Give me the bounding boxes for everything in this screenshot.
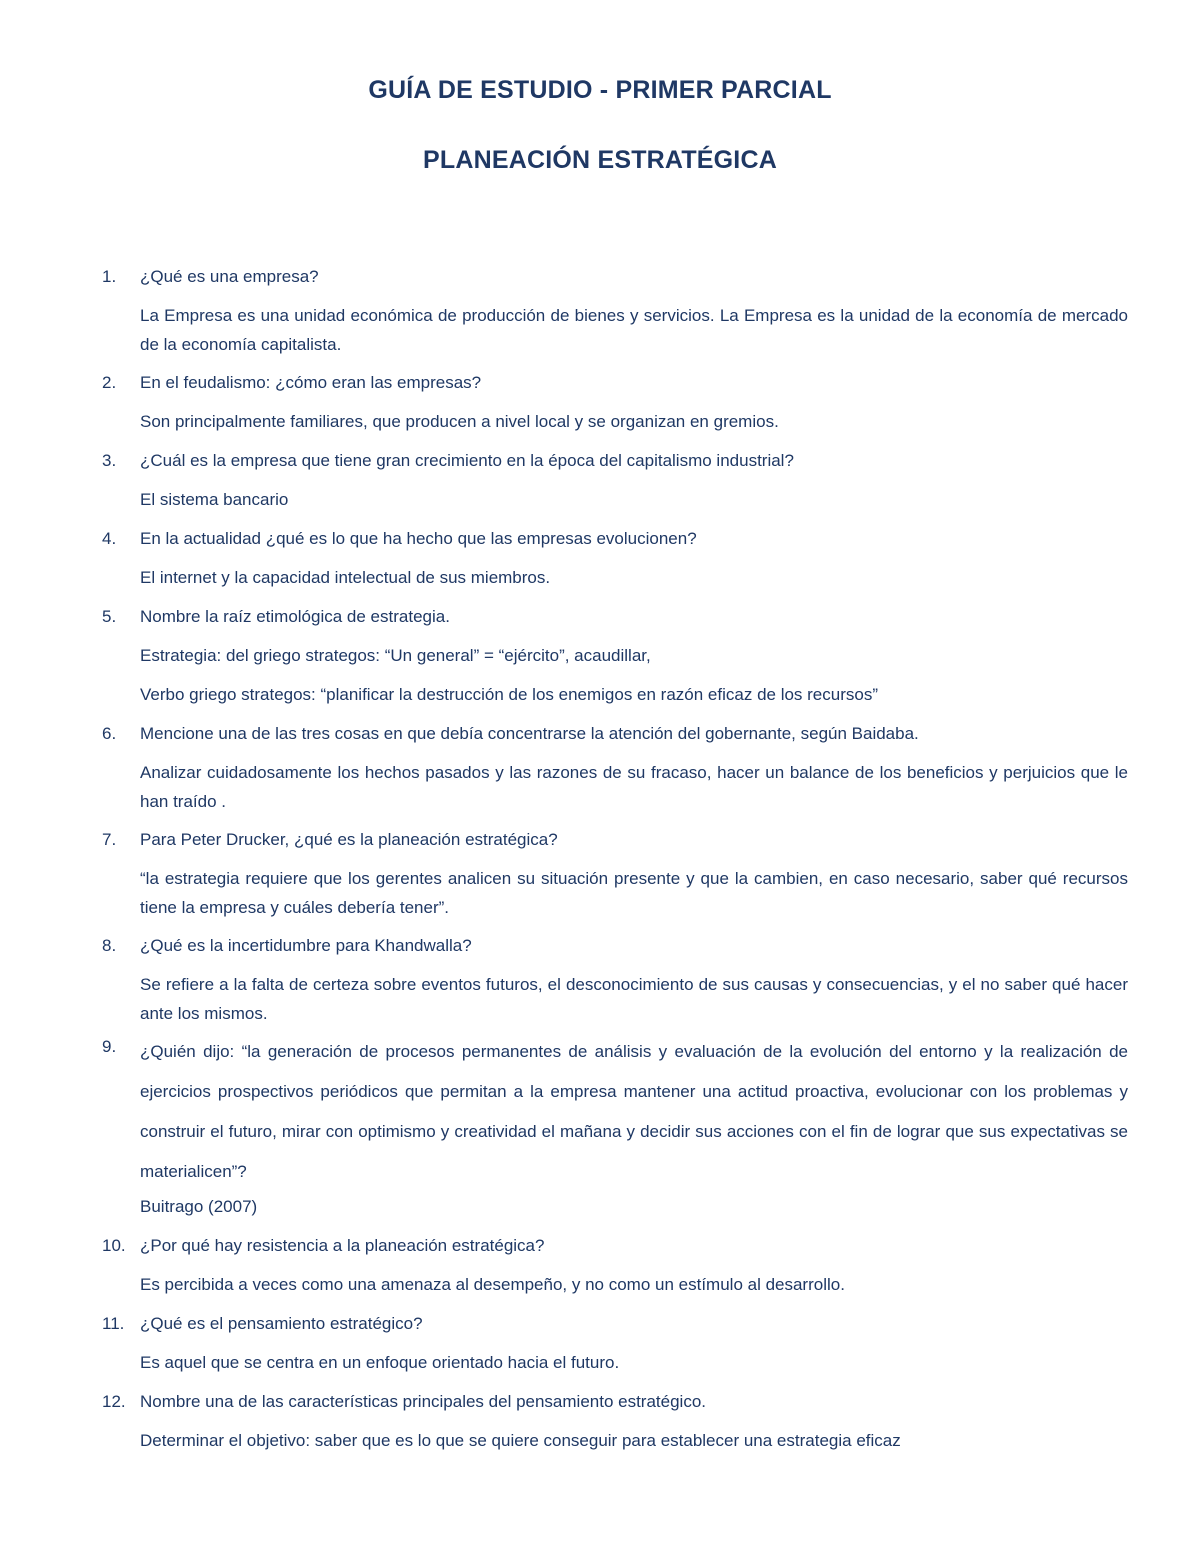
list-item <box>102 1309 1128 1378</box>
answer-text: Analizar cuidadosamente los hechos pasados y las razones de su fracaso, hacer un balance de los beneficios y perjuicios que le han traído . <box>140 763 1128 811</box>
list-item <box>102 524 1128 593</box>
list-item <box>102 368 1128 437</box>
question-text: ¿Qué es la incertidumbre para Khandwalla? <box>140 936 472 955</box>
item-number: 3. <box>102 451 117 470</box>
answer-text: Se refiere a la falta de certeza sobre eventos futuros, el desconocimiento de sus causas y consecuencias, y el no saber qué hacer ante los mismos. <box>140 975 1128 1023</box>
item-number: 2. <box>102 373 117 392</box>
item-number: 5. <box>102 607 117 626</box>
question-text: En el feudalismo: ¿cómo eran las empresas? <box>140 373 482 392</box>
list-item <box>102 719 1128 816</box>
list-item <box>102 602 1128 710</box>
question-list <box>102 262 1128 1465</box>
question-text: ¿Quién dijo: “la generación de procesos permanentes de análisis y evaluación de la evolución del entorno y la realización de ejercicios prospectivos periódicos que permitan a la empresa mantener una actitud proactiva, evolucionar con los problemas y construir el futuro, mirar con optimismo y creatividad el mañana y decidir sus acciones con el fin de lograr que sus expectativas se materialicen”? <box>140 1042 1128 1181</box>
list-item <box>102 931 1128 1028</box>
answer-text: “la estrategia requiere que los gerentes analicen su situación presente y que la cambien, en caso necesario, saber qué recursos tiene la empresa y cuáles debería tener”. <box>140 869 1128 917</box>
item-number: 9. <box>102 1037 117 1056</box>
answer-text: Estrategia: del griego strategos: “Un general” = “ejército”, acaudillar, <box>140 646 651 665</box>
question-text: Mencione una de las tres cosas en que debía concentrarse la atención del gobernante, según Baidaba. <box>140 724 919 743</box>
answer-text: Verbo griego strategos: “planificar la destrucción de los enemigos en razón eficaz de los recursos” <box>140 685 878 704</box>
list-item <box>102 446 1128 515</box>
list-item <box>102 1387 1128 1456</box>
list-item <box>102 262 1128 359</box>
item-number: 8. <box>102 936 117 955</box>
answer-text: Es aquel que se centra en un enfoque orientado hacia el futuro. <box>140 1353 620 1372</box>
answer-text: La Empresa es una unidad económica de producción de bienes y servicios. La Empresa es la unidad de la economía de mercado de la economía capitalista. <box>140 306 1128 354</box>
question-text: ¿Qué es una empresa? <box>140 267 319 286</box>
answer-text: Son principalmente familiares, que producen a nivel local y se organizan en gremios. <box>140 412 779 431</box>
list-item <box>102 1231 1128 1300</box>
question-text: ¿Cuál es la empresa que tiene gran crecimiento en la época del capitalismo industrial? <box>140 451 794 470</box>
question-text: ¿Por qué hay resistencia a la planeación estratégica? <box>140 1236 545 1255</box>
item-number: 1. <box>102 267 117 286</box>
item-number: 4. <box>102 529 117 548</box>
answer-text: Es percibida a veces como una amenaza al desempeño, y no como un estímulo al desarrollo. <box>140 1275 845 1294</box>
list-item <box>102 1032 1128 1222</box>
item-number: 11. <box>102 1314 125 1333</box>
list-item <box>102 825 1128 922</box>
answer-text: Determinar el objetivo: saber que es lo que se quiere conseguir para establecer una estrategia eficaz <box>140 1431 901 1450</box>
item-number: 10. <box>102 1236 126 1255</box>
answer-text: Buitrago (2007) <box>140 1197 258 1216</box>
answer-text: El sistema bancario <box>140 490 289 509</box>
question-text: Nombre la raíz etimológica de estrategia. <box>140 607 450 626</box>
question-text: En la actualidad ¿qué es lo que ha hecho que las empresas evolucionen? <box>140 529 697 548</box>
question-text: Nombre una de las características principales del pensamiento estratégico. <box>140 1392 707 1411</box>
item-number: 6. <box>102 724 117 743</box>
document-subtitle: PLANEACIÓN ESTRATÉGICA <box>423 146 777 174</box>
item-number: 7. <box>102 830 117 849</box>
question-text: ¿Qué es el pensamiento estratégico? <box>140 1314 423 1333</box>
answer-text: El internet y la capacidad intelectual de sus miembros. <box>140 568 551 587</box>
item-number: 12. <box>102 1392 126 1411</box>
document-title: GUÍA DE ESTUDIO - PRIMER PARCIAL <box>368 76 832 104</box>
question-text: Para Peter Drucker, ¿qué es la planeación estratégica? <box>140 830 558 849</box>
